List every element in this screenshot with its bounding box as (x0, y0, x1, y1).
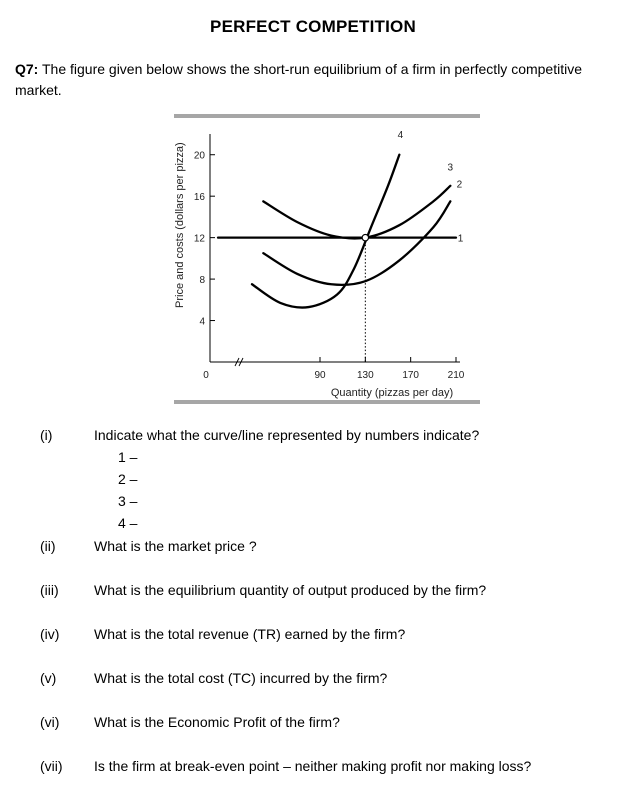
curve-label-4: 4 (397, 130, 404, 142)
curve-label-2: 2 (456, 179, 463, 191)
page-title: PERFECT COMPETITION (210, 17, 416, 36)
x-tick-label: 130 (356, 370, 374, 381)
curve-4 (252, 155, 399, 308)
question-number: (iii) (40, 582, 59, 598)
equilibrium-point (362, 234, 368, 240)
question-text: What is the market price ? (94, 538, 257, 554)
cost-curve-figure (160, 112, 490, 410)
figure-bottom-rule (174, 400, 480, 404)
y-axis-label: Price and costs (dollars per pizza) (174, 142, 186, 308)
question-text: What is the equilibrium quantity of output produced by the firm? (94, 582, 487, 598)
y-tick-label: 16 (193, 192, 205, 204)
y-tick-label: 8 (199, 275, 205, 287)
curve-label-1: 1 (457, 233, 464, 245)
question-text: The figure given below shows the short-run equilibrium of a firm in perfectly competitive market. (15, 61, 582, 98)
question-number: (i) (40, 427, 53, 443)
curve-2 (263, 186, 450, 239)
question-number: (ii) (40, 538, 56, 554)
curve-answer-line: 3 – (118, 493, 138, 509)
cost-chart (160, 112, 490, 410)
question-number: (v) (40, 670, 57, 686)
curve-answer-line: 1 – (118, 449, 138, 465)
x-tick-label: 90 (314, 370, 326, 381)
question-label: Q7: (15, 61, 39, 77)
question-text: What is the total revenue (TR) earned by the firm? (94, 626, 406, 642)
curve-answer-line: 2 – (118, 471, 138, 487)
curve-label-3: 3 (447, 162, 454, 174)
curve-answer-line: 4 – (118, 515, 138, 531)
y-tick-label: 12 (193, 233, 205, 245)
question-intro (15, 59, 615, 101)
figure-top-rule (174, 114, 480, 118)
curve-3 (263, 201, 450, 285)
question-text: What is the Economic Profit of the firm? (94, 714, 340, 730)
question-text: Indicate what the curve/line represented by numbers indicate? (94, 427, 480, 443)
x-tick-label: 210 (447, 370, 465, 381)
y-tick-label: 20 (193, 150, 205, 162)
x-axis-label: Quantity (pizzas per day) (330, 387, 454, 399)
y-tick-label: 4 (199, 316, 205, 328)
x-tick-label: 170 (402, 370, 420, 381)
question-number: (vii) (40, 758, 63, 774)
question-text: What is the total cost (TC) incurred by the firm? (94, 670, 388, 686)
question-number: (vi) (40, 714, 60, 730)
question-text: Is the firm at break-even point – neither making profit nor making loss? (94, 758, 532, 774)
question-number: (iv) (40, 626, 60, 642)
x-tick-label: 0 (203, 370, 209, 381)
